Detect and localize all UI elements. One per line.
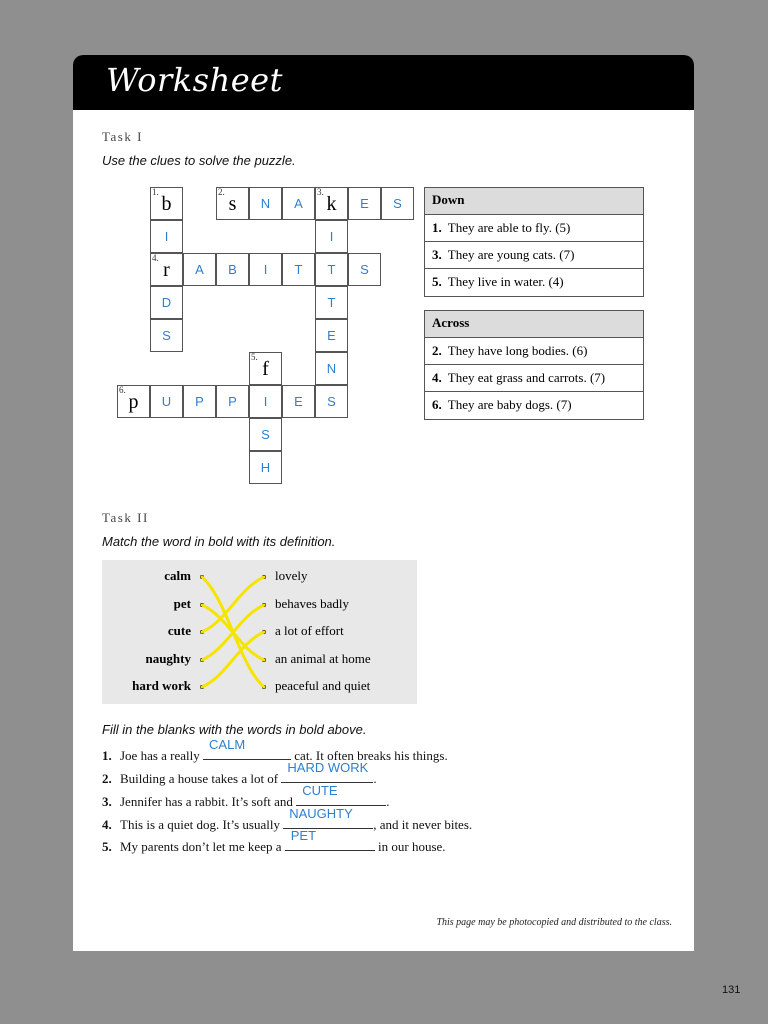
- match-line: [202, 605, 264, 660]
- fill-instruction: Fill in the blanks with the words in bold above.: [102, 722, 367, 737]
- match-definition: a lot of effort: [275, 623, 344, 638]
- grid-cell[interactable]: 1. b: [150, 187, 183, 220]
- clue-row: 6. They are baby dogs. (7): [432, 397, 572, 412]
- fill-sentence: 1. Joe has a really CALM cat. It often breaks his things.: [102, 737, 448, 763]
- grid-cell[interactable]: A: [282, 187, 315, 220]
- grid-cell[interactable]: D: [150, 286, 183, 319]
- down-heading: Down: [425, 188, 643, 215]
- task1-instruction: Use the clues to solve the puzzle.: [102, 153, 296, 168]
- match-word: calm: [164, 568, 191, 583]
- match-word: hard work: [132, 678, 191, 693]
- grid-cell[interactable]: T: [315, 286, 348, 319]
- grid-cell[interactable]: 5. f: [249, 352, 282, 385]
- grid-cell[interactable]: U: [150, 385, 183, 418]
- grid-cell[interactable]: I: [150, 220, 183, 253]
- task2-instruction: Match the word in bold with its definition.: [102, 534, 336, 549]
- grid-cell[interactable]: E: [348, 187, 381, 220]
- photocopy-note: This page may be photocopied and distributed to the class.: [436, 917, 672, 928]
- grid-cell[interactable]: S: [249, 418, 282, 451]
- grid-cell[interactable]: E: [282, 385, 315, 418]
- clue-row: 3. They are young cats. (7): [425, 242, 643, 269]
- grid-cell[interactable]: 2. s: [216, 187, 249, 220]
- match-line: [202, 632, 264, 687]
- clue-row: 4. They eat grass and carrots. (7): [425, 365, 643, 392]
- task1-label: Task I: [102, 129, 143, 144]
- clue-row: 5. They live in water. (4): [432, 274, 564, 289]
- grid-cell[interactable]: S: [315, 385, 348, 418]
- answer-blank[interactable]: PET: [285, 837, 375, 851]
- grid-cell[interactable]: 4. r: [150, 253, 183, 286]
- fill-sentence: 3. Jennifer has a rabbit. It’s soft and CUTE .: [102, 783, 390, 809]
- down-clues: [424, 187, 644, 297]
- grid-cell[interactable]: P: [216, 385, 249, 418]
- grid-cell[interactable]: H: [249, 451, 282, 484]
- answer-blank[interactable]: CALM: [203, 746, 291, 760]
- matching-exercise: [102, 560, 417, 704]
- match-word: cute: [167, 623, 191, 638]
- grid-cell[interactable]: I: [249, 253, 282, 286]
- match-definition: an animal at home: [275, 651, 371, 666]
- answer-blank[interactable]: NAUGHTY: [283, 815, 373, 829]
- match-word: pet: [173, 596, 191, 611]
- task2-label: Task II: [102, 510, 149, 525]
- grid-cell[interactable]: 3. k: [315, 187, 348, 220]
- match-definition: behaves badly: [275, 596, 350, 611]
- grid-cell[interactable]: T: [282, 253, 315, 286]
- page-title: Worksheet: [106, 61, 283, 99]
- across-clues: [424, 310, 644, 420]
- match-definition: lovely: [275, 568, 308, 583]
- worksheet-page: [73, 55, 694, 951]
- grid-cell[interactable]: S: [381, 187, 414, 220]
- grid-cell[interactable]: S: [150, 319, 183, 352]
- worksheet-header: [73, 55, 694, 110]
- match-line: [202, 577, 264, 632]
- page-number: 131: [722, 984, 741, 996]
- grid-cell[interactable]: S: [348, 253, 381, 286]
- grid-cell[interactable]: P: [183, 385, 216, 418]
- grid-cell[interactable]: I: [249, 385, 282, 418]
- grid-cell[interactable]: N: [315, 352, 348, 385]
- clue-row: 1. They are able to fly. (5): [425, 215, 643, 242]
- fill-sentence: 4. This is a quiet dog. It’s usually NAUGHTY , and it never bites.: [102, 806, 473, 832]
- grid-cell[interactable]: 6. p: [117, 385, 150, 418]
- answer-blank[interactable]: CUTE: [296, 792, 386, 806]
- grid-cell[interactable]: E: [315, 319, 348, 352]
- grid-cell[interactable]: N: [249, 187, 282, 220]
- answer-blank[interactable]: HARD WORK: [281, 769, 373, 783]
- grid-cell[interactable]: B: [216, 253, 249, 286]
- match-word: naughty: [145, 651, 191, 666]
- across-heading: Across: [425, 311, 643, 338]
- clue-row: 2. They have long bodies. (6): [425, 338, 643, 365]
- grid-cell[interactable]: A: [183, 253, 216, 286]
- fill-sentence: 5. My parents don’t let me keep a PET in our house.: [102, 828, 446, 854]
- fill-sentence: 2. Building a house takes a lot of HARD WORK .: [102, 760, 377, 786]
- grid-cell[interactable]: T: [315, 253, 348, 286]
- match-definition: peaceful and quiet: [275, 678, 371, 693]
- grid-cell[interactable]: I: [315, 220, 348, 253]
